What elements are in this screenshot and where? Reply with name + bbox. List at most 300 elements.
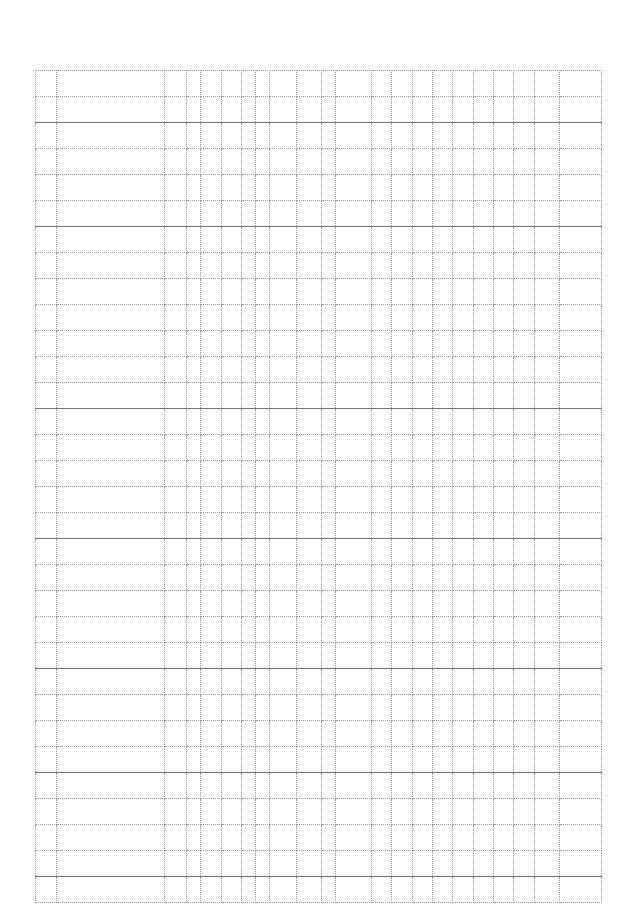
table-row xyxy=(36,643,602,669)
table-cell xyxy=(453,669,473,695)
table-cell xyxy=(392,227,412,253)
table-cell xyxy=(256,487,270,513)
table-cell xyxy=(412,279,432,305)
description-cell xyxy=(57,435,165,461)
table-cell xyxy=(200,383,221,409)
table-cell xyxy=(514,851,534,877)
table-cell xyxy=(297,825,322,851)
table-cell xyxy=(256,253,270,279)
table-row xyxy=(36,305,602,331)
table-cell xyxy=(473,123,493,149)
table-cell xyxy=(534,721,560,747)
table-cell xyxy=(534,253,560,279)
table-cell xyxy=(165,617,186,643)
table-cell xyxy=(371,97,391,123)
table-cell xyxy=(453,357,473,383)
table-row xyxy=(36,409,602,435)
table-cell xyxy=(560,773,602,799)
table-row xyxy=(36,279,602,305)
table-cell xyxy=(534,591,560,617)
table-cell xyxy=(473,513,493,539)
table-cell xyxy=(321,643,335,669)
table-cell xyxy=(534,825,560,851)
table-cell xyxy=(186,97,200,123)
table-cell xyxy=(432,669,452,695)
table-cell xyxy=(432,409,452,435)
table-cell xyxy=(473,201,493,227)
table-cell xyxy=(165,305,186,331)
table-row xyxy=(36,539,602,565)
table-cell xyxy=(371,175,391,201)
table-cell xyxy=(186,851,200,877)
table-cell xyxy=(335,513,371,539)
table-cell xyxy=(493,825,513,851)
table-cell xyxy=(473,383,493,409)
table-cell xyxy=(270,357,297,383)
table-cell xyxy=(242,227,256,253)
table-cell xyxy=(432,279,452,305)
table-cell xyxy=(473,357,493,383)
table-cell xyxy=(242,695,256,721)
table-cell xyxy=(432,799,452,825)
table-cell xyxy=(200,643,221,669)
table-cell xyxy=(242,435,256,461)
table-cell xyxy=(473,305,493,331)
table-cell xyxy=(186,721,200,747)
table-cell xyxy=(432,227,452,253)
table-cell xyxy=(36,175,57,201)
table-cell xyxy=(493,773,513,799)
table-cell xyxy=(534,357,560,383)
table-cell xyxy=(392,695,412,721)
table-cell xyxy=(514,539,534,565)
table-cell xyxy=(493,513,513,539)
table-cell xyxy=(200,175,221,201)
description-cell xyxy=(57,877,165,903)
table-cell xyxy=(256,149,270,175)
table-cell xyxy=(321,695,335,721)
table-cell xyxy=(186,71,200,97)
table-cell xyxy=(473,539,493,565)
table-cell xyxy=(321,383,335,409)
table-cell xyxy=(371,721,391,747)
table-cell xyxy=(200,253,221,279)
table-cell xyxy=(432,617,452,643)
description-cell xyxy=(57,513,165,539)
table-cell xyxy=(36,409,57,435)
table-row xyxy=(36,357,602,383)
table-cell xyxy=(256,617,270,643)
table-cell xyxy=(242,201,256,227)
table-cell xyxy=(371,773,391,799)
table-cell xyxy=(242,487,256,513)
table-cell xyxy=(256,71,270,97)
table-cell xyxy=(36,877,57,903)
table-cell xyxy=(560,383,602,409)
table-cell xyxy=(371,825,391,851)
table-cell xyxy=(270,487,297,513)
table-cell xyxy=(335,721,371,747)
table-cell xyxy=(412,227,432,253)
table-cell xyxy=(453,851,473,877)
table-cell xyxy=(321,123,335,149)
table-cell xyxy=(297,773,322,799)
table-cell xyxy=(242,253,256,279)
table-cell xyxy=(222,305,242,331)
table-cell xyxy=(186,123,200,149)
table-cell xyxy=(560,695,602,721)
table-cell xyxy=(321,747,335,773)
table-cell xyxy=(473,487,493,513)
table-cell xyxy=(165,331,186,357)
table-cell xyxy=(432,773,452,799)
table-cell xyxy=(453,617,473,643)
description-cell xyxy=(57,461,165,487)
table-cell xyxy=(432,71,452,97)
table-cell xyxy=(242,279,256,305)
table-cell xyxy=(392,383,412,409)
table-cell xyxy=(256,97,270,123)
table-cell xyxy=(222,721,242,747)
table-cell xyxy=(453,71,473,97)
table-cell xyxy=(36,773,57,799)
table-cell xyxy=(242,721,256,747)
table-cell xyxy=(256,123,270,149)
table-cell xyxy=(36,825,57,851)
table-cell xyxy=(514,227,534,253)
table-cell xyxy=(534,305,560,331)
table-cell xyxy=(560,175,602,201)
table-cell xyxy=(242,461,256,487)
table-cell xyxy=(297,383,322,409)
table-cell xyxy=(36,123,57,149)
table-cell xyxy=(534,331,560,357)
table-cell xyxy=(36,695,57,721)
table-cell xyxy=(335,435,371,461)
table-cell xyxy=(392,175,412,201)
table-cell xyxy=(534,175,560,201)
table-cell xyxy=(560,565,602,591)
table-cell xyxy=(560,461,602,487)
table-cell xyxy=(297,305,322,331)
table-cell xyxy=(432,695,452,721)
table-cell xyxy=(186,357,200,383)
table-cell xyxy=(242,383,256,409)
table-cell xyxy=(371,461,391,487)
table-cell xyxy=(493,669,513,695)
table-cell xyxy=(534,539,560,565)
table-cell xyxy=(222,643,242,669)
table-cell xyxy=(165,461,186,487)
table-cell xyxy=(256,383,270,409)
table-cell xyxy=(165,539,186,565)
table-cell xyxy=(560,851,602,877)
table-cell xyxy=(560,227,602,253)
table-cell xyxy=(473,435,493,461)
table-cell xyxy=(392,305,412,331)
table-cell xyxy=(297,747,322,773)
table-cell xyxy=(432,253,452,279)
description-cell xyxy=(57,201,165,227)
table-cell xyxy=(371,409,391,435)
table-cell xyxy=(321,825,335,851)
table-cell xyxy=(186,799,200,825)
table-cell xyxy=(453,539,473,565)
table-cell xyxy=(432,305,452,331)
table-cell xyxy=(534,799,560,825)
table-cell xyxy=(392,71,412,97)
table-cell xyxy=(270,97,297,123)
table-cell xyxy=(493,747,513,773)
table-cell xyxy=(514,253,534,279)
table-cell xyxy=(432,513,452,539)
table-cell xyxy=(270,175,297,201)
table-row xyxy=(36,825,602,851)
table-cell xyxy=(321,305,335,331)
table-cell xyxy=(297,71,322,97)
table-cell xyxy=(200,97,221,123)
table-cell xyxy=(412,487,432,513)
table-cell xyxy=(514,97,534,123)
table-cell xyxy=(392,149,412,175)
table-cell xyxy=(412,695,432,721)
table-cell xyxy=(270,851,297,877)
table-cell xyxy=(36,97,57,123)
table-cell xyxy=(371,617,391,643)
table-cell xyxy=(297,409,322,435)
table-cell xyxy=(335,227,371,253)
table-cell xyxy=(36,487,57,513)
table-cell xyxy=(560,305,602,331)
description-cell xyxy=(57,747,165,773)
table-cell xyxy=(534,149,560,175)
table-cell xyxy=(412,435,432,461)
table-cell xyxy=(270,201,297,227)
table-cell xyxy=(186,305,200,331)
table-cell xyxy=(453,513,473,539)
table-cell xyxy=(473,669,493,695)
table-cell xyxy=(335,487,371,513)
table-cell xyxy=(165,877,186,903)
table-cell xyxy=(453,175,473,201)
description-cell xyxy=(57,773,165,799)
table-cell xyxy=(36,565,57,591)
table-cell xyxy=(514,773,534,799)
table-cell xyxy=(392,123,412,149)
table-cell xyxy=(165,253,186,279)
table-cell xyxy=(371,591,391,617)
table-cell xyxy=(514,123,534,149)
table-cell xyxy=(321,539,335,565)
table-cell xyxy=(335,357,371,383)
table-cell xyxy=(412,617,432,643)
table-cell xyxy=(256,305,270,331)
table-cell xyxy=(335,591,371,617)
table-cell xyxy=(534,71,560,97)
table-row xyxy=(36,773,602,799)
table-cell xyxy=(297,97,322,123)
table-cell xyxy=(453,799,473,825)
table-cell xyxy=(222,461,242,487)
description-cell xyxy=(57,851,165,877)
table-cell xyxy=(270,565,297,591)
table-cell xyxy=(200,71,221,97)
table-cell xyxy=(473,695,493,721)
table-cell xyxy=(453,409,473,435)
table-cell xyxy=(493,643,513,669)
table-cell xyxy=(473,331,493,357)
table-cell xyxy=(335,175,371,201)
table-cell xyxy=(392,669,412,695)
table-cell xyxy=(222,487,242,513)
table-cell xyxy=(493,435,513,461)
description-cell xyxy=(57,123,165,149)
table-cell xyxy=(242,747,256,773)
table-cell xyxy=(371,539,391,565)
table-cell xyxy=(412,71,432,97)
table-cell xyxy=(270,331,297,357)
table-cell xyxy=(256,565,270,591)
table-row xyxy=(36,461,602,487)
table-cell xyxy=(392,487,412,513)
table-cell xyxy=(200,461,221,487)
table-cell xyxy=(371,149,391,175)
table-cell xyxy=(242,357,256,383)
table-cell xyxy=(186,773,200,799)
table-cell xyxy=(473,851,493,877)
table-cell xyxy=(186,461,200,487)
table-cell xyxy=(453,383,473,409)
table-cell xyxy=(165,123,186,149)
table-cell xyxy=(335,695,371,721)
table-cell xyxy=(222,97,242,123)
table-cell xyxy=(222,227,242,253)
table-cell xyxy=(242,643,256,669)
table-cell xyxy=(297,617,322,643)
table-cell xyxy=(36,747,57,773)
table-cell xyxy=(321,279,335,305)
table-cell xyxy=(186,253,200,279)
table-cell xyxy=(371,851,391,877)
table-cell xyxy=(514,591,534,617)
table-cell xyxy=(412,851,432,877)
table-cell xyxy=(222,669,242,695)
table-cell xyxy=(453,773,473,799)
table-cell xyxy=(493,123,513,149)
table-cell xyxy=(270,721,297,747)
table-cell xyxy=(560,123,602,149)
table-cell xyxy=(200,799,221,825)
table-cell xyxy=(412,305,432,331)
table-cell xyxy=(432,747,452,773)
table-cell xyxy=(473,565,493,591)
table-cell xyxy=(222,331,242,357)
table-cell xyxy=(560,539,602,565)
table-cell xyxy=(200,773,221,799)
table-cell xyxy=(453,253,473,279)
table-cell xyxy=(36,357,57,383)
table-cell xyxy=(186,227,200,253)
table-cell xyxy=(412,643,432,669)
table-cell xyxy=(392,773,412,799)
table-cell xyxy=(200,747,221,773)
table-cell xyxy=(242,591,256,617)
table-cell xyxy=(200,721,221,747)
table-cell xyxy=(297,123,322,149)
table-cell xyxy=(321,773,335,799)
description-cell xyxy=(57,539,165,565)
table-cell xyxy=(321,721,335,747)
table-cell xyxy=(432,331,452,357)
table-cell xyxy=(297,513,322,539)
table-cell xyxy=(560,279,602,305)
table-cell xyxy=(321,97,335,123)
table-cell xyxy=(371,279,391,305)
table-cell xyxy=(534,123,560,149)
table-cell xyxy=(432,591,452,617)
table-row xyxy=(36,695,602,721)
table-cell xyxy=(493,487,513,513)
table-cell xyxy=(256,747,270,773)
table-cell xyxy=(222,279,242,305)
table-row xyxy=(36,331,602,357)
table-cell xyxy=(514,149,534,175)
table-cell xyxy=(200,695,221,721)
table-cell xyxy=(473,825,493,851)
table-row xyxy=(36,513,602,539)
table-cell xyxy=(165,357,186,383)
table-cell xyxy=(432,97,452,123)
table-cell xyxy=(165,201,186,227)
table-cell xyxy=(242,825,256,851)
table-cell xyxy=(392,97,412,123)
table-cell xyxy=(335,71,371,97)
table-cell xyxy=(222,201,242,227)
table-cell xyxy=(36,331,57,357)
table-cell xyxy=(36,305,57,331)
table-cell xyxy=(165,591,186,617)
table-cell xyxy=(473,409,493,435)
table-cell xyxy=(560,201,602,227)
table-cell xyxy=(222,175,242,201)
table-cell xyxy=(256,851,270,877)
table-cell xyxy=(186,487,200,513)
table-cell xyxy=(534,695,560,721)
table-cell xyxy=(392,617,412,643)
table-cell xyxy=(453,97,473,123)
table-cell xyxy=(335,669,371,695)
table-cell xyxy=(392,435,412,461)
table-cell xyxy=(412,97,432,123)
table-cell xyxy=(297,149,322,175)
table-cell xyxy=(453,279,473,305)
table-cell xyxy=(335,383,371,409)
table-cell xyxy=(321,799,335,825)
table-cell xyxy=(493,201,513,227)
table-cell xyxy=(200,149,221,175)
table-cell xyxy=(432,487,452,513)
table-cell xyxy=(256,435,270,461)
table-cell xyxy=(534,669,560,695)
table-cell xyxy=(534,877,560,903)
table-cell xyxy=(270,279,297,305)
table-cell xyxy=(222,71,242,97)
table-cell xyxy=(473,175,493,201)
table-cell xyxy=(165,227,186,253)
table-cell xyxy=(412,669,432,695)
table-cell xyxy=(335,149,371,175)
table-cell xyxy=(165,695,186,721)
